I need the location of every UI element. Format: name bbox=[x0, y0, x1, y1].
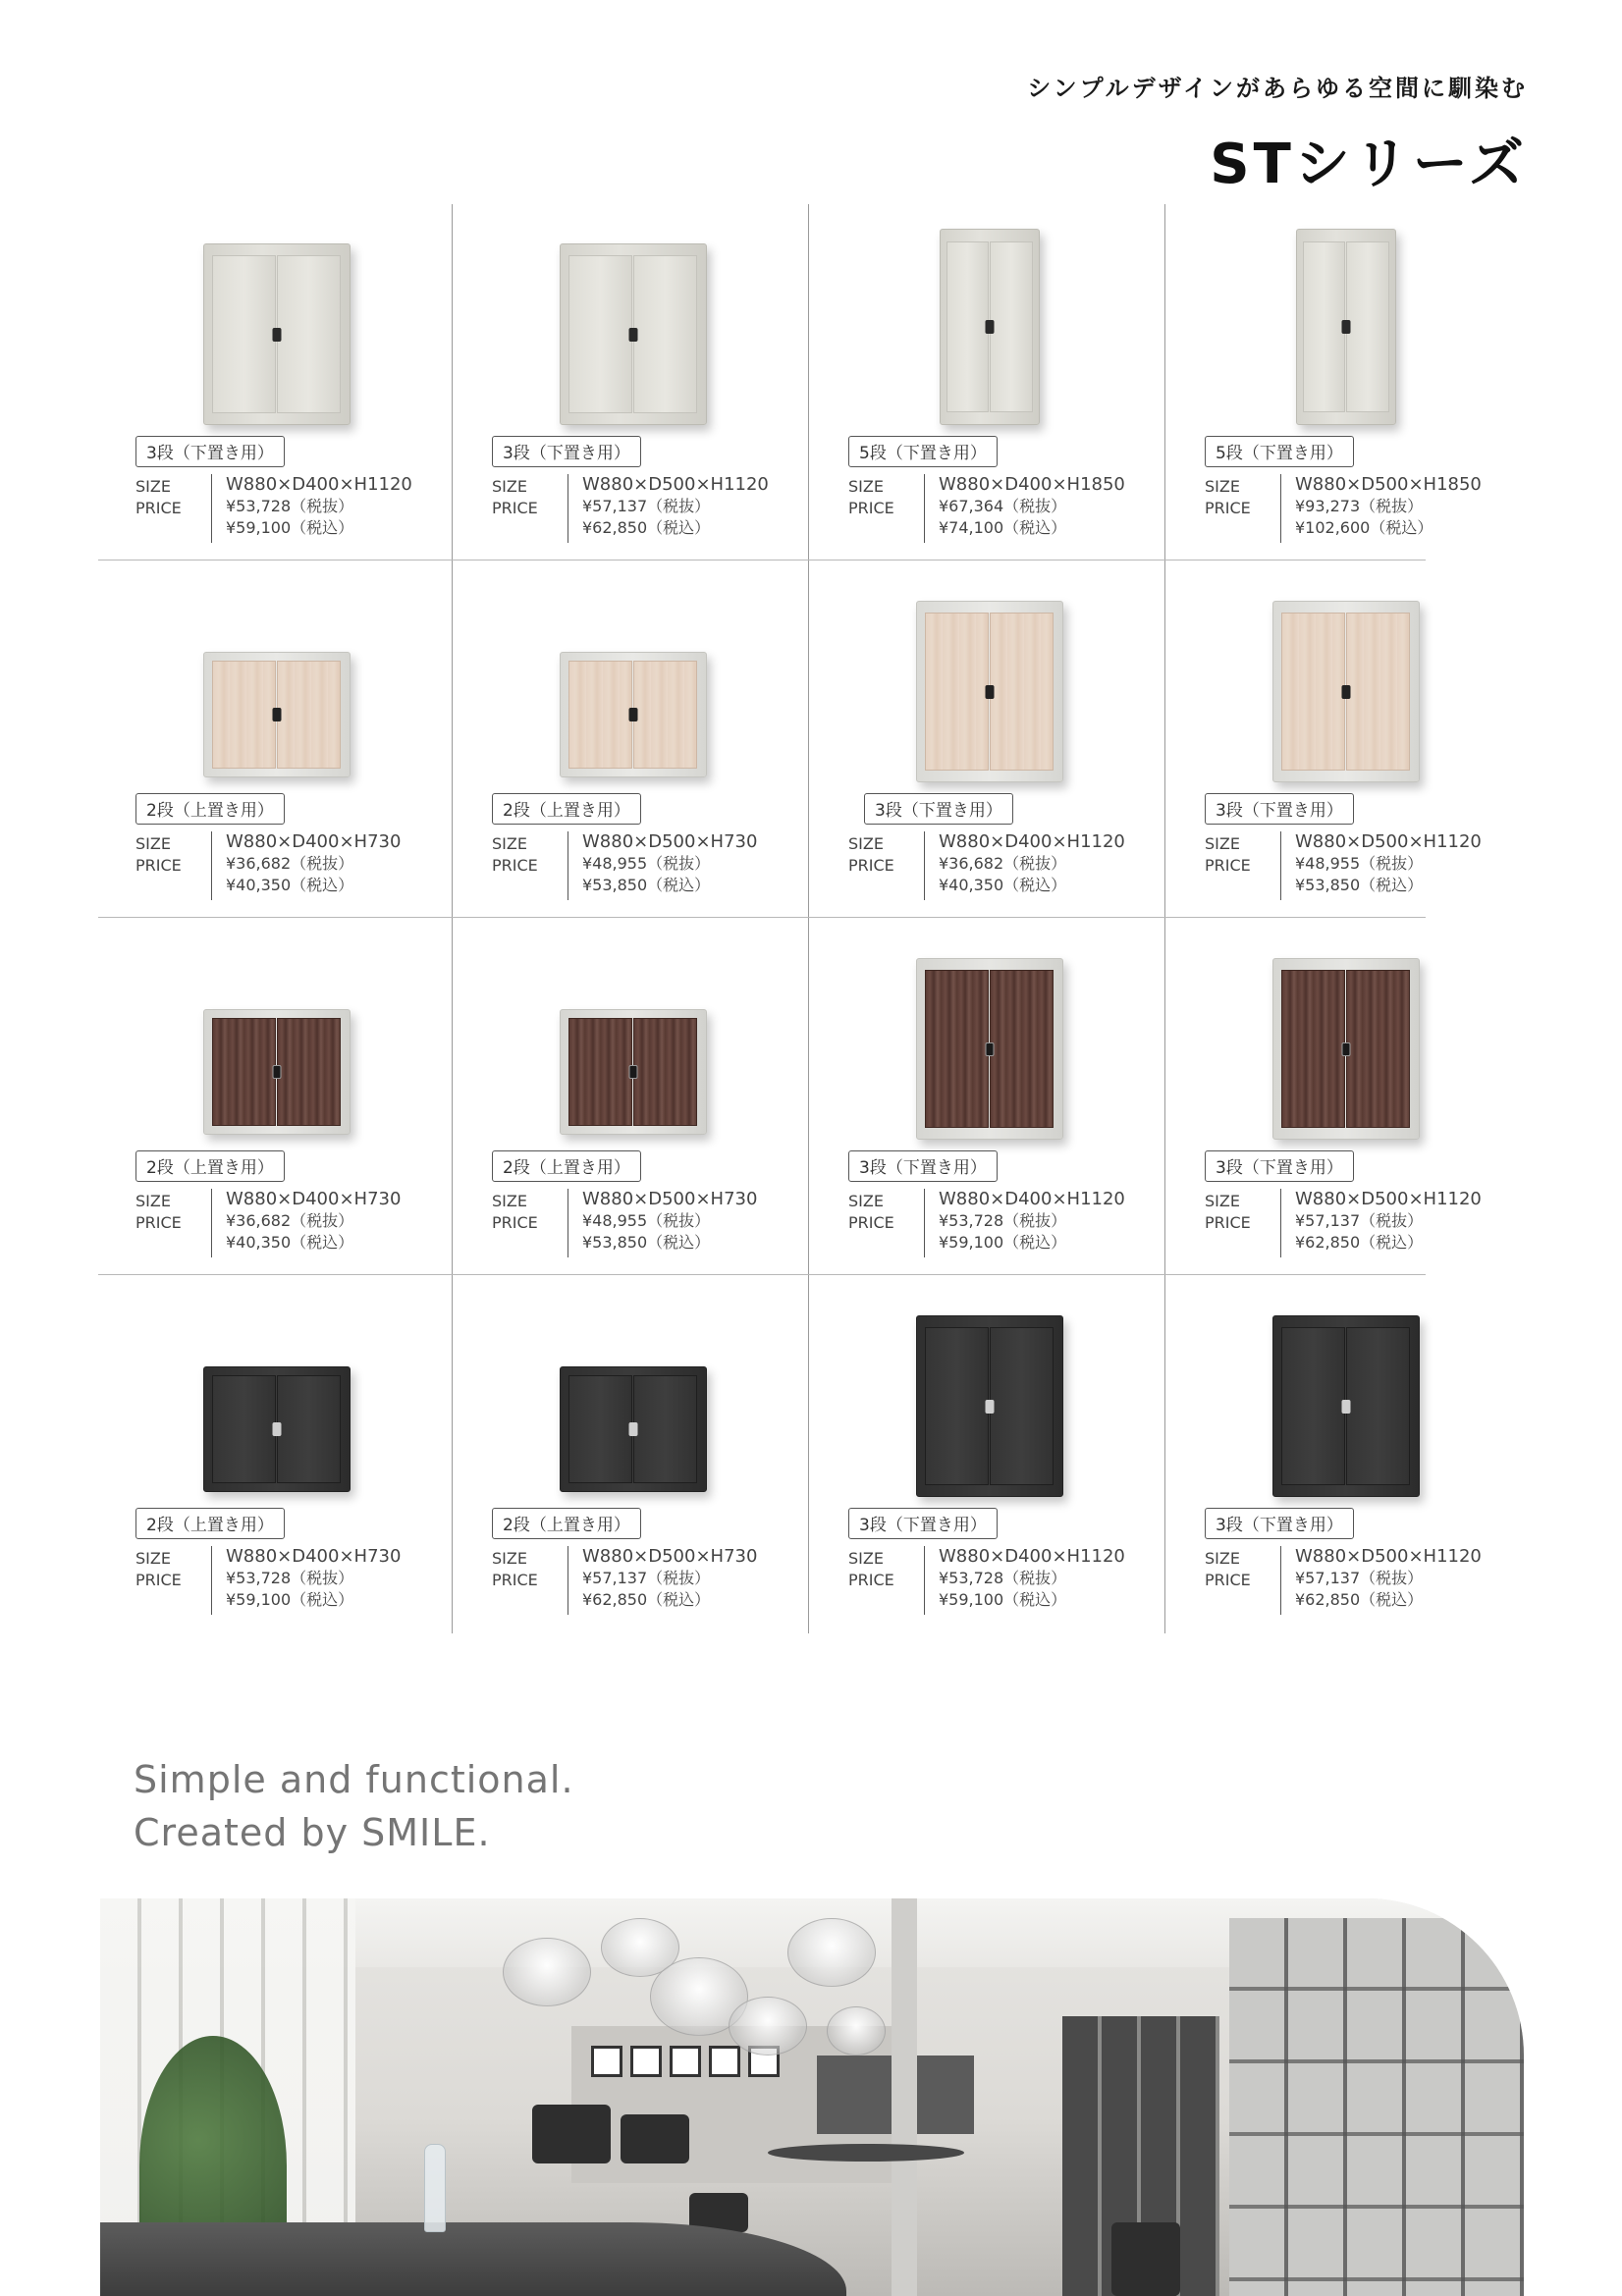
spec-labels bbox=[848, 474, 925, 543]
tier-badge: 5段（下置き用） bbox=[848, 436, 998, 467]
size-value: W880×D500×H1120 bbox=[1295, 831, 1482, 852]
size-label: SIZE bbox=[492, 834, 527, 853]
product-specs bbox=[1205, 1189, 1482, 1257]
cabinet-image bbox=[560, 652, 707, 777]
tier-badge: 3段（下置き用） bbox=[1205, 1150, 1354, 1182]
spec-values bbox=[1281, 1546, 1482, 1615]
grid-divider-vertical bbox=[1164, 204, 1165, 1633]
price-incl-tax: ¥62,850（税込） bbox=[1295, 1590, 1424, 1609]
spec-values bbox=[568, 831, 757, 900]
product-grid bbox=[98, 204, 1524, 1633]
spec-values bbox=[568, 474, 769, 543]
cabinet-door-left bbox=[212, 1375, 275, 1484]
price-excl-tax: ¥53,728（税抜） bbox=[226, 1569, 354, 1587]
spec-labels bbox=[492, 474, 568, 543]
size-value: W880×D400×H1120 bbox=[939, 1189, 1125, 1209]
product-card bbox=[1167, 204, 1524, 561]
tier-badge: 2段（上置き用） bbox=[135, 1150, 285, 1182]
handle-icon bbox=[628, 328, 637, 342]
size-label: SIZE bbox=[1205, 1549, 1240, 1568]
tier-badge: 3段（下置き用） bbox=[1205, 1508, 1354, 1539]
tier-badge: 3段（下置き用） bbox=[135, 436, 285, 467]
product-specs bbox=[492, 474, 769, 543]
pendant-lamp bbox=[503, 1938, 591, 2006]
handle-icon bbox=[1341, 1400, 1350, 1414]
photo-lounge-chair bbox=[621, 2114, 689, 2163]
spec-labels bbox=[848, 831, 925, 900]
price-incl-tax: ¥59,100（税込） bbox=[226, 518, 354, 537]
cabinet-image bbox=[203, 243, 351, 425]
product-card bbox=[98, 919, 455, 1276]
product-specs bbox=[492, 1546, 757, 1615]
price-incl-tax: ¥59,100（税込） bbox=[939, 1590, 1067, 1609]
price-excl-tax: ¥57,137（税抜） bbox=[582, 1569, 711, 1587]
price-label: PRICE bbox=[1205, 499, 1251, 517]
cabinet-door-right bbox=[990, 241, 1033, 412]
size-value: W880×D400×H1120 bbox=[226, 474, 412, 495]
cabinet-door-right bbox=[1346, 241, 1389, 412]
spec-values bbox=[568, 1189, 757, 1257]
photo-glass-cabinet-shelves bbox=[1229, 1918, 1524, 2296]
size-label: SIZE bbox=[135, 477, 171, 496]
price-label: PRICE bbox=[135, 499, 182, 517]
photo-desk bbox=[100, 2222, 846, 2296]
tier-badge: 5段（下置き用） bbox=[1205, 436, 1354, 467]
price-excl-tax: ¥53,728（税抜） bbox=[939, 1211, 1067, 1230]
tier-badge: 3段（下置き用） bbox=[848, 1150, 998, 1182]
spec-values bbox=[568, 1546, 757, 1615]
handle-icon bbox=[1341, 685, 1350, 699]
spec-values bbox=[212, 831, 401, 900]
cabinet-door-left bbox=[568, 255, 631, 413]
price-label: PRICE bbox=[1205, 1571, 1251, 1589]
pendant-lamp bbox=[827, 2006, 886, 2056]
product-card bbox=[98, 1276, 455, 1633]
product-card bbox=[455, 919, 811, 1276]
size-value: W880×D500×H1120 bbox=[1295, 1189, 1482, 1209]
size-label: SIZE bbox=[848, 477, 884, 496]
price-incl-tax: ¥40,350（税込） bbox=[226, 876, 354, 894]
size-label: SIZE bbox=[492, 1192, 527, 1210]
cabinet-door-right bbox=[633, 255, 696, 413]
size-label: SIZE bbox=[848, 834, 884, 853]
price-label: PRICE bbox=[135, 1571, 182, 1589]
spec-values bbox=[925, 474, 1125, 543]
tier-badge: 3段（下置き用） bbox=[864, 793, 1013, 825]
size-value: W880×D500×H1850 bbox=[1295, 474, 1482, 495]
price-incl-tax: ¥74,100（税込） bbox=[939, 518, 1067, 537]
handle-icon bbox=[985, 1400, 994, 1414]
product-specs bbox=[848, 1189, 1125, 1257]
product-card bbox=[1167, 1276, 1524, 1633]
cabinet-door-right bbox=[277, 1375, 340, 1484]
price-incl-tax: ¥53,850（税込） bbox=[582, 1233, 711, 1252]
cabinet-door-left bbox=[946, 241, 990, 412]
product-card bbox=[811, 919, 1167, 1276]
handle-icon bbox=[272, 1422, 281, 1436]
cabinet-door-left bbox=[568, 1375, 631, 1484]
price-label: PRICE bbox=[1205, 856, 1251, 875]
price-incl-tax: ¥62,850（税込） bbox=[582, 1590, 711, 1609]
grid-divider-vertical bbox=[808, 204, 809, 1633]
cabinet-image bbox=[916, 1315, 1063, 1497]
price-excl-tax: ¥36,682（税抜） bbox=[226, 854, 354, 873]
tier-badge: 3段（下置き用） bbox=[492, 436, 641, 467]
price-excl-tax: ¥53,728（税抜） bbox=[226, 497, 354, 515]
spec-values bbox=[925, 1546, 1125, 1615]
price-incl-tax: ¥53,850（税込） bbox=[582, 876, 711, 894]
spec-labels bbox=[1205, 831, 1281, 900]
price-label: PRICE bbox=[848, 1571, 894, 1589]
photo-frame bbox=[670, 2046, 701, 2077]
product-card bbox=[1167, 561, 1524, 919]
size-label: SIZE bbox=[848, 1549, 884, 1568]
price-label: PRICE bbox=[135, 856, 182, 875]
size-label: SIZE bbox=[492, 1549, 527, 1568]
spec-values bbox=[1281, 1189, 1482, 1257]
cabinet-door-left bbox=[568, 1018, 631, 1127]
spec-values bbox=[212, 1546, 401, 1615]
photo-frame bbox=[709, 2046, 740, 2077]
spec-labels bbox=[135, 831, 212, 900]
cabinet-image bbox=[560, 1009, 707, 1135]
product-card bbox=[455, 204, 811, 561]
handle-icon bbox=[272, 1065, 281, 1079]
price-excl-tax: ¥36,682（税抜） bbox=[939, 854, 1067, 873]
photo-office-chair bbox=[1111, 2222, 1180, 2296]
handle-icon bbox=[985, 685, 994, 699]
cabinet-door-left bbox=[925, 1327, 988, 1485]
size-value: W880×D400×H1850 bbox=[939, 474, 1125, 495]
price-excl-tax: ¥48,955（税抜） bbox=[582, 854, 711, 873]
pendant-lamp bbox=[729, 1997, 807, 2056]
handle-icon bbox=[272, 328, 281, 342]
product-specs bbox=[1205, 474, 1482, 543]
product-specs bbox=[848, 831, 1125, 900]
price-incl-tax: ¥53,850（税込） bbox=[1295, 876, 1424, 894]
cabinet-door-right bbox=[990, 613, 1053, 771]
tier-badge: 3段（下置き用） bbox=[848, 1508, 998, 1539]
cabinet-door-left bbox=[1281, 1327, 1344, 1485]
tagline bbox=[134, 1753, 574, 1859]
spec-labels bbox=[1205, 1189, 1281, 1257]
cabinet-door-left bbox=[925, 613, 988, 771]
price-excl-tax: ¥36,682（税抜） bbox=[226, 1211, 354, 1230]
spec-labels bbox=[135, 1546, 212, 1615]
tier-badge: 3段（下置き用） bbox=[1205, 793, 1354, 825]
product-card bbox=[98, 561, 455, 919]
size-label: SIZE bbox=[1205, 477, 1240, 496]
cabinet-image bbox=[203, 1009, 351, 1135]
cabinet-image bbox=[916, 601, 1063, 782]
cabinet-door-left bbox=[212, 1018, 275, 1127]
product-specs bbox=[135, 1546, 401, 1615]
tagline-line-1: Simple and functional. bbox=[134, 1758, 574, 1801]
price-excl-tax: ¥53,728（税抜） bbox=[939, 1569, 1067, 1587]
size-value: W880×D400×H730 bbox=[226, 1546, 402, 1567]
size-label: SIZE bbox=[135, 834, 171, 853]
spec-labels bbox=[1205, 1546, 1281, 1615]
grid-divider-horizontal bbox=[98, 917, 1426, 918]
price-label: PRICE bbox=[1205, 1213, 1251, 1232]
product-card bbox=[455, 1276, 811, 1633]
cabinet-door-right bbox=[990, 1327, 1053, 1485]
price-excl-tax: ¥57,137（税抜） bbox=[582, 497, 711, 515]
price-excl-tax: ¥67,364（税抜） bbox=[939, 497, 1067, 515]
cabinet-door-left bbox=[212, 661, 275, 770]
tagline-line-2: Created by SMILE. bbox=[134, 1811, 491, 1854]
product-specs bbox=[1205, 1546, 1482, 1615]
product-specs bbox=[848, 474, 1125, 543]
photo-frame bbox=[630, 2046, 662, 2077]
price-incl-tax: ¥62,850（税込） bbox=[582, 518, 711, 537]
spec-labels bbox=[848, 1189, 925, 1257]
cabinet-image bbox=[203, 652, 351, 777]
size-value: W880×D400×H730 bbox=[226, 1189, 402, 1209]
page-header bbox=[1027, 69, 1528, 199]
handle-icon bbox=[1341, 320, 1350, 334]
handle-icon bbox=[985, 1042, 994, 1056]
spec-labels bbox=[135, 474, 212, 543]
photo-lounge-chair bbox=[532, 2105, 611, 2163]
size-label: SIZE bbox=[135, 1549, 171, 1568]
product-specs bbox=[1205, 831, 1482, 900]
price-excl-tax: ¥48,955（税抜） bbox=[582, 1211, 711, 1230]
product-card bbox=[98, 204, 455, 561]
product-specs bbox=[135, 474, 412, 543]
spec-labels bbox=[492, 831, 568, 900]
size-value: W880×D500×H1120 bbox=[1295, 1546, 1482, 1567]
grid-divider-horizontal bbox=[98, 560, 1426, 561]
handle-icon bbox=[628, 1422, 637, 1436]
price-excl-tax: ¥57,137（税抜） bbox=[1295, 1211, 1424, 1230]
cabinet-door-right bbox=[1346, 613, 1409, 771]
price-excl-tax: ¥93,273（税抜） bbox=[1295, 497, 1424, 515]
office-interior-photo bbox=[100, 1898, 1524, 2296]
cabinet-door-left bbox=[212, 255, 275, 413]
cabinet-door-right bbox=[633, 1018, 696, 1127]
handle-icon bbox=[628, 708, 637, 721]
size-value: W880×D400×H1120 bbox=[939, 831, 1125, 852]
tier-badge: 2段（上置き用） bbox=[492, 1150, 641, 1182]
handle-icon bbox=[985, 320, 994, 334]
spec-values bbox=[925, 1189, 1125, 1257]
spec-values bbox=[1281, 474, 1482, 543]
spec-values bbox=[1281, 831, 1482, 900]
photo-column bbox=[892, 1898, 917, 2296]
product-specs bbox=[492, 831, 757, 900]
cabinet-image bbox=[203, 1366, 351, 1492]
spec-values bbox=[925, 831, 1125, 900]
price-excl-tax: ¥48,955（税抜） bbox=[1295, 854, 1424, 873]
product-specs bbox=[135, 1189, 401, 1257]
handle-icon bbox=[628, 1065, 637, 1079]
cabinet-image bbox=[1272, 1315, 1420, 1497]
size-value: W880×D400×H1120 bbox=[939, 1546, 1125, 1567]
cabinet-image bbox=[1272, 601, 1420, 782]
price-label: PRICE bbox=[492, 1571, 538, 1589]
cabinet-door-right bbox=[277, 661, 340, 770]
photo-frame bbox=[591, 2046, 622, 2077]
size-label: SIZE bbox=[492, 477, 527, 496]
spec-labels bbox=[135, 1189, 212, 1257]
product-card bbox=[1167, 919, 1524, 1276]
cabinet-door-left bbox=[925, 970, 988, 1128]
spec-values bbox=[212, 1189, 401, 1257]
product-card bbox=[455, 561, 811, 919]
cabinet-image bbox=[940, 229, 1040, 425]
product-card bbox=[811, 204, 1167, 561]
grid-divider-vertical bbox=[452, 204, 453, 1633]
cabinet-door-left bbox=[1281, 970, 1344, 1128]
cabinet-door-left bbox=[1281, 613, 1344, 771]
cabinet-image bbox=[1296, 229, 1396, 425]
price-incl-tax: ¥102,600（税込） bbox=[1295, 518, 1433, 537]
tier-badge: 2段（上置き用） bbox=[492, 793, 641, 825]
cabinet-door-right bbox=[1346, 1327, 1409, 1485]
cabinet-door-right bbox=[277, 255, 340, 413]
price-label: PRICE bbox=[492, 856, 538, 875]
spec-values bbox=[212, 474, 412, 543]
size-label: SIZE bbox=[1205, 834, 1240, 853]
tier-badge: 2段（上置き用） bbox=[492, 1508, 641, 1539]
size-value: W880×D500×H730 bbox=[582, 831, 758, 852]
cabinet-image bbox=[1272, 958, 1420, 1140]
tier-badge: 2段（上置き用） bbox=[135, 1508, 285, 1539]
price-label: PRICE bbox=[848, 1213, 894, 1232]
spec-labels bbox=[848, 1546, 925, 1615]
price-incl-tax: ¥62,850（税込） bbox=[1295, 1233, 1424, 1252]
tier-badge: 2段（上置き用） bbox=[135, 793, 285, 825]
size-value: W880×D400×H730 bbox=[226, 831, 402, 852]
handle-icon bbox=[272, 708, 281, 721]
size-value: W880×D500×H730 bbox=[582, 1189, 758, 1209]
price-label: PRICE bbox=[492, 1213, 538, 1232]
spec-labels bbox=[492, 1189, 568, 1257]
price-label: PRICE bbox=[848, 856, 894, 875]
cabinet-image bbox=[560, 243, 707, 425]
price-label: PRICE bbox=[848, 499, 894, 517]
cabinet-door-left bbox=[1303, 241, 1346, 412]
price-incl-tax: ¥40,350（税込） bbox=[939, 876, 1067, 894]
size-value: W880×D500×H730 bbox=[582, 1546, 758, 1567]
cabinet-door-right bbox=[277, 1018, 340, 1127]
photo-meeting-table bbox=[768, 2144, 964, 2162]
spec-labels bbox=[1205, 474, 1281, 543]
product-specs bbox=[135, 831, 401, 900]
cabinet-door-right bbox=[990, 970, 1053, 1128]
cabinet-door-right bbox=[633, 1375, 696, 1484]
price-excl-tax: ¥57,137（税抜） bbox=[1295, 1569, 1424, 1587]
photo-water-bottle bbox=[424, 2144, 446, 2232]
product-card bbox=[811, 561, 1167, 919]
cabinet-door-right bbox=[1346, 970, 1409, 1128]
cabinet-image bbox=[916, 958, 1063, 1140]
size-label: SIZE bbox=[848, 1192, 884, 1210]
grid-divider-horizontal bbox=[98, 1274, 1426, 1275]
price-incl-tax: ¥59,100（税込） bbox=[939, 1233, 1067, 1252]
handle-icon bbox=[1341, 1042, 1350, 1056]
pendant-lamp bbox=[787, 1918, 876, 1987]
size-label: SIZE bbox=[135, 1192, 171, 1210]
price-incl-tax: ¥40,350（税込） bbox=[226, 1233, 354, 1252]
product-specs bbox=[848, 1546, 1125, 1615]
price-incl-tax: ¥59,100（税込） bbox=[226, 1590, 354, 1609]
product-specs bbox=[492, 1189, 757, 1257]
cabinet-door-left bbox=[568, 661, 631, 770]
size-label: SIZE bbox=[1205, 1192, 1240, 1210]
price-label: PRICE bbox=[492, 499, 538, 517]
price-label: PRICE bbox=[135, 1213, 182, 1232]
size-value: W880×D500×H1120 bbox=[582, 474, 769, 495]
series-subtitle: シンプルデザインがあらゆる空間に馴染む bbox=[1027, 75, 1528, 102]
spec-labels bbox=[492, 1546, 568, 1615]
cabinet-door-right bbox=[633, 661, 696, 770]
series-title: STシリーズ bbox=[1210, 133, 1528, 196]
cabinet-image bbox=[560, 1366, 707, 1492]
product-card bbox=[811, 1276, 1167, 1633]
